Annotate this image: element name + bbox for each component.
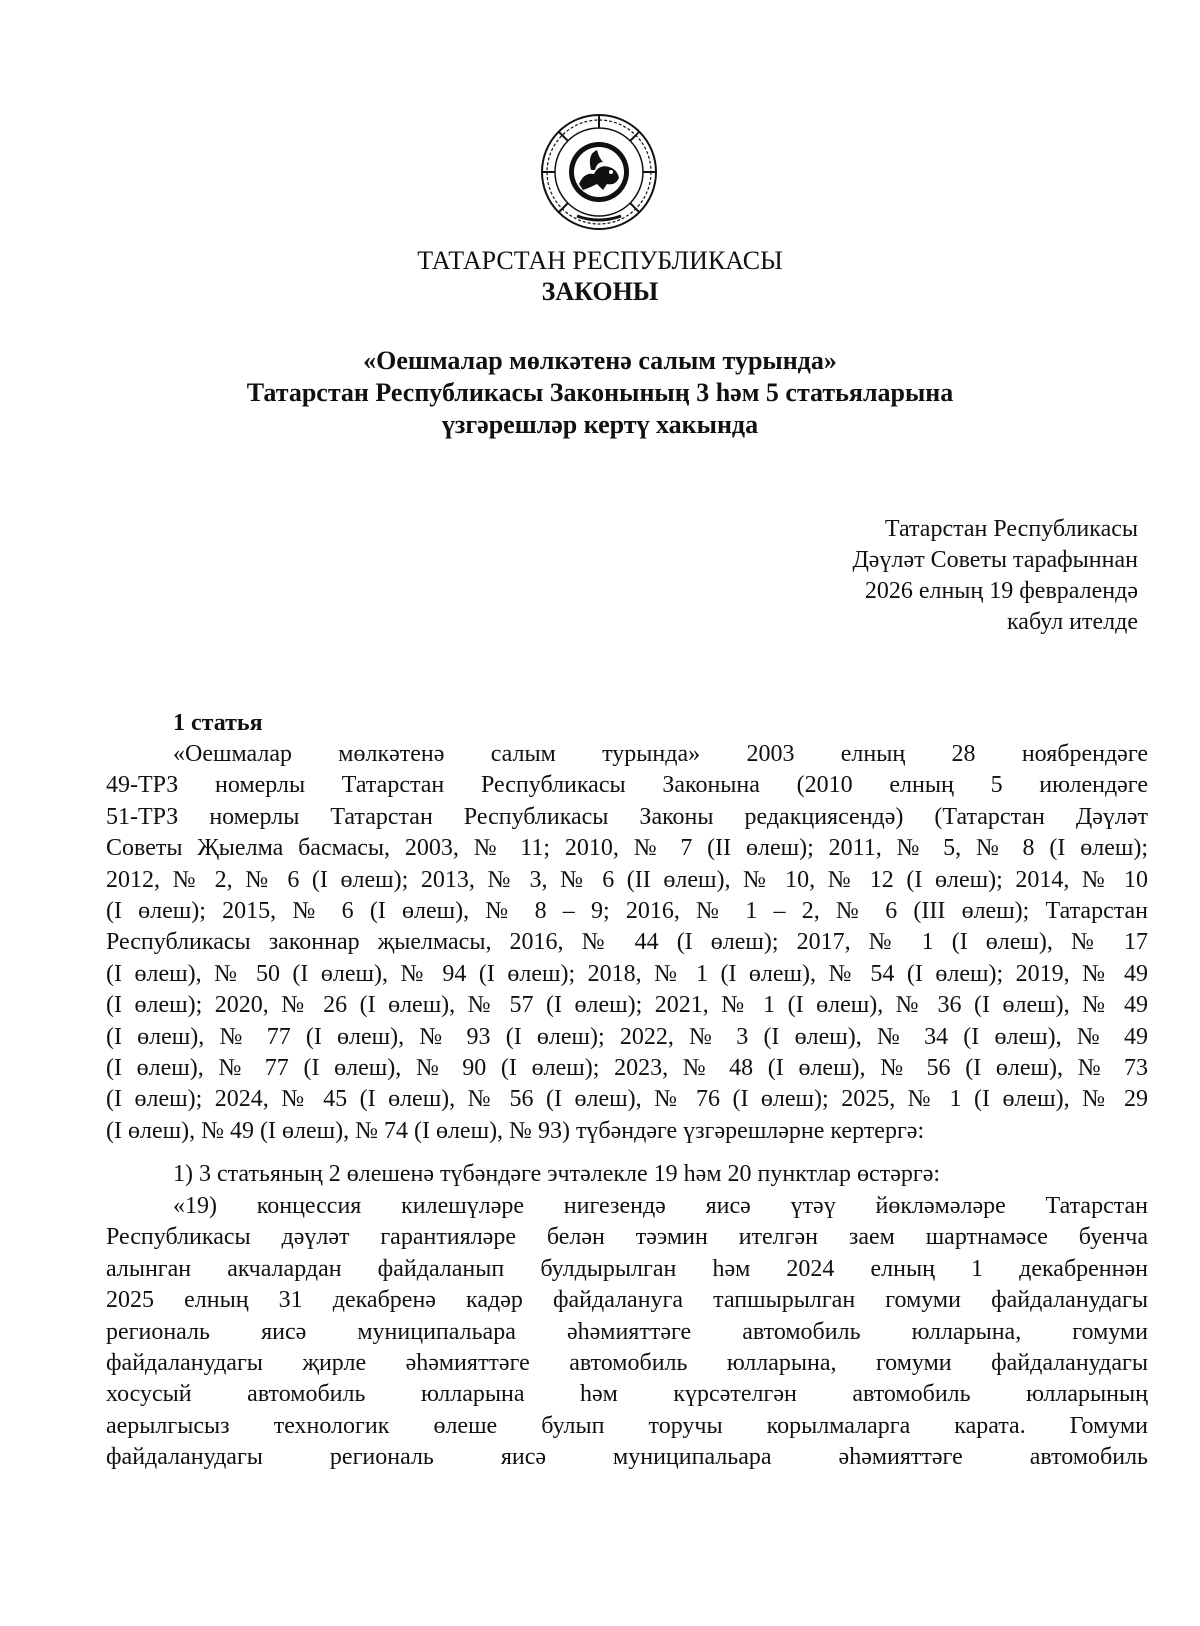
paragraph-line: файдаланудагы җирле әһәмияттәге автомобиль юлларына, гомуми файдаланудагы <box>106 1349 1148 1376</box>
item-1-paragraph <box>106 1159 1148 1190</box>
article-1-heading: 1 статья <box>173 710 263 736</box>
adoption-note <box>852 514 1138 638</box>
paragraph-line: (I өлеш), № 77 (I өлеш), № 93 (I өлеш); 2022, № 3 (I өлеш), № 34 (I өлеш), № 49 <box>106 1023 1148 1050</box>
title-line-3: үзгәрешләр кертү хакында <box>441 410 759 439</box>
paragraph-line: алынган акчалардан файдаланып булдырылган һәм 2024 елның 1 декабреннән <box>106 1255 1148 1282</box>
tatarstan-emblem <box>539 112 659 232</box>
paragraph-line: 2025 елның 31 декабренә кадәр файдалануга тапшырылган гомуми файдаланудагы <box>106 1287 1148 1314</box>
paragraph-line: 49-ТРЗ номерлы Татарстан Республикасы Законына (2010 елның 5 июлендәге <box>106 772 1148 799</box>
paragraph-line: (I өлеш); 2024, № 45 (I өлеш), № 56 (I өлеш), № 76 (I өлеш); 2025, № 1 (I өлеш), № 29 <box>106 1086 1148 1113</box>
quote-paragraph <box>106 1191 1148 1474</box>
paragraph-line: 1) 3 статьяның 2 өлешенә түбәндәге эчтәлекле 19 һәм 20 пунктлар өстәргә: <box>173 1161 941 1187</box>
paragraph-line: региональ яисә муниципальара әһәмияттәге автомобиль юлларына, гомуми <box>106 1318 1148 1345</box>
paragraph-line: Республикасы законнар җыелмасы, 2016, № 44 (I өлеш); 2017, № 1 (I өлеш), № 17 <box>106 929 1148 956</box>
paragraph-line: хосусый автомобиль юлларына һәм күрсәтелгән автомобиль юлларының <box>106 1381 1148 1408</box>
title-line-1: «Оешмалар мөлкәтенә салым турында» <box>363 346 837 375</box>
paragraph-line: (I өлеш), № 77 (I өлеш), № 90 (I өлеш); 2023, № 48 (I өлеш), № 56 (I өлеш), № 73 <box>106 1054 1148 1081</box>
paragraph-line: 2012, № 2, № 6 (I өлеш); 2013, № 3, № 6 (II өлеш), № 10, № 12 (I өлеш); 2014, № 10 <box>106 866 1148 893</box>
paragraph-line: «19) концессия килешүләре нигезендә яисә үтәү йөкләмәләре Татарстан <box>173 1193 1148 1219</box>
adoption-line-2: Дәүләт Советы тарафыннан <box>852 547 1138 573</box>
paragraph-line: (I өлеш), № 50 (I өлеш), № 94 (I өлеш); 2018, № 1 (I өлеш), № 54 (I өлеш); 2019, № 49 <box>106 960 1148 987</box>
paragraph-line: «Оешмалар мөлкәтенә салым турында» 2003 елның 28 ноябрендәге <box>173 741 1148 767</box>
header-republic: ТАТАРСТАН РЕСПУБЛИКАСЫ <box>417 246 783 275</box>
paragraph-line: аерылгысыз технологик өлеше булып торучы корылмаларга карата. Гомуми <box>106 1412 1148 1439</box>
paragraph-line: (I өлеш); 2015, № 6 (I өлеш), № 8 – 9; 2016, № 1 – 2, № 6 (III өлеш); Татарстан <box>106 897 1148 924</box>
paragraph-line: файдаланудагы региональ яисә муниципальара әһәмияттәге автомобиль <box>106 1444 1148 1471</box>
paragraph-line: Советы Җыелма басмасы, 2003, № 11; 2010, № 7 (II өлеш); 2011, № 5, № 8 (I өлеш); <box>106 835 1148 862</box>
paragraph-line: Республикасы дәүләт гарантияләре белән тәэмин ителгән заем шартнамәсе буенча <box>106 1224 1148 1251</box>
paragraph-line: 51-ТРЗ номерлы Татарстан Республикасы Законы редакциясендә) (Татарстан Дәүләт <box>106 803 1148 830</box>
paragraph-line: (I өлеш); 2020, № 26 (I өлеш), № 57 (I өлеш); 2021, № 1 (I өлеш), № 36 (I өлеш), № 49 <box>106 992 1148 1019</box>
paragraph-line: (I өлеш), № 49 (I өлеш), № 74 (I өлеш), № 93) түбәндәге үзгәрешләрне кертергә: <box>106 1117 925 1144</box>
article-1-intro-paragraph <box>106 739 1148 1147</box>
header-law-word: ЗАКОНЫ <box>541 277 659 306</box>
adoption-line-4: кабул ителде <box>1007 609 1138 635</box>
adoption-line-3: 2026 елның 19 февралендә <box>864 578 1138 604</box>
title-line-2: Татарстан Республикасы Законының 3 һәм 5 статьяларына <box>246 378 954 407</box>
adoption-line-1: Татарстан Республикасы <box>884 516 1138 542</box>
